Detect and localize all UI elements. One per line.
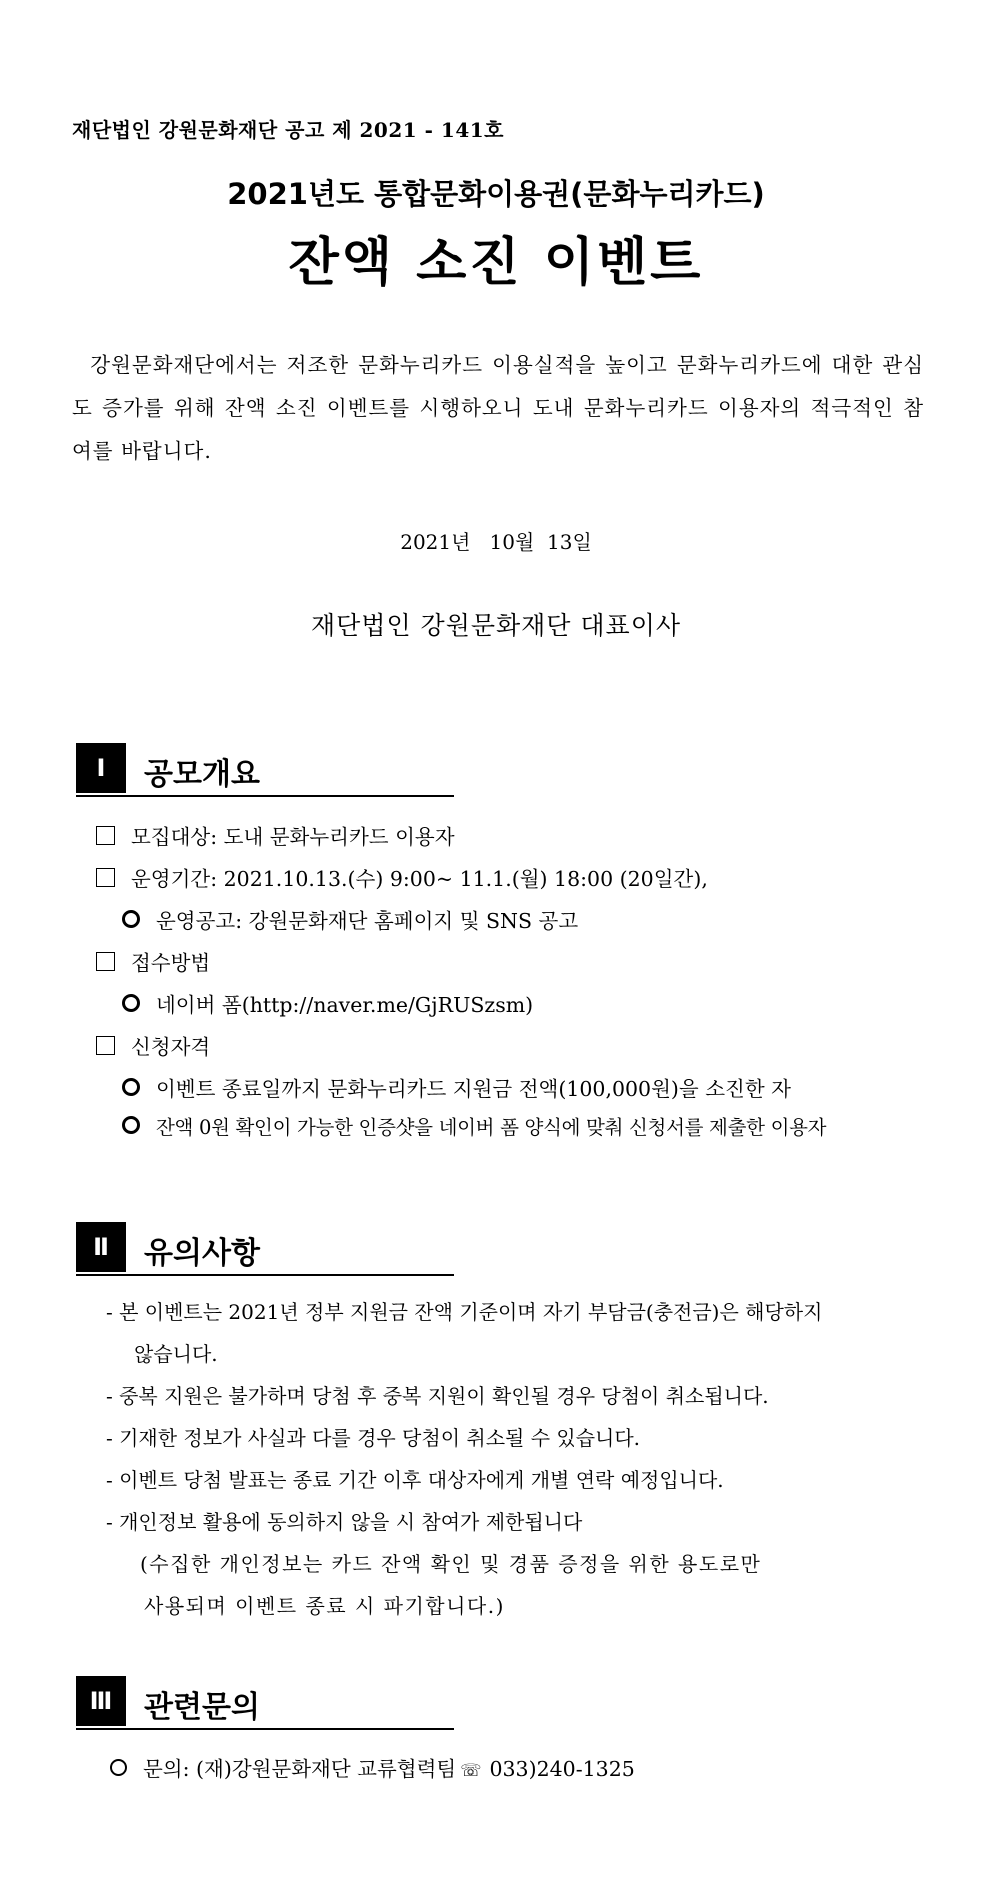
circle-bullet-icon — [122, 1078, 140, 1096]
section-3-title: 관련문의 — [144, 1690, 260, 1725]
notice-date: 2021년 10월 13일 — [400, 530, 592, 554]
list-item: - 이벤트 당첨 발표는 종료 기간 이후 대상자에게 개별 연락 예정입니다. — [106, 1468, 724, 1492]
contact-phone: 033)240-1325 — [489, 1757, 635, 1781]
checkbox-icon — [96, 826, 115, 845]
list-item: 모집대상: 도내 문화누리카드 이용자 — [96, 820, 455, 850]
list-item: 접수방법 — [96, 946, 210, 976]
checkbox-icon — [96, 1036, 115, 1055]
section-3-header — [76, 1676, 454, 1730]
circle-bullet-icon — [110, 1759, 127, 1776]
title-line-2: 잔액 소진 이벤트 — [288, 233, 704, 293]
section-3-number: Ⅲ — [76, 1676, 126, 1726]
section-1-title: 공모개요 — [144, 757, 260, 792]
intro-text: 강원문화재단에서는 저조한 문화누리카드 이용실적을 높이고 문화누리카드에 대한 관심도 증가를 위해 잔액 소진 이벤트를 시행하오니 도내 문화누리카드 이용자의 적극적인 참여를 바랍니다. — [72, 353, 924, 463]
list-item: 잔액 0원 확인이 가능한 인증샷을 네이버 폼 양식에 맞춰 신청서를 제출한 이용자 — [122, 1112, 826, 1140]
list-item: - 본 이벤트는 2021년 정부 지원금 잔액 기준이며 자기 부담금(충전금)은 해당하지 — [106, 1300, 823, 1324]
phone-icon: ☏ — [460, 1761, 482, 1781]
section-2-header — [76, 1222, 454, 1276]
circle-bullet-icon — [122, 910, 140, 928]
checkbox-icon — [96, 868, 115, 887]
contact-line: 문의: (재)강원문화재단 교류협력팀 ☏ 033)240-1325 — [110, 1752, 635, 1782]
organization-name: 재단법인 강원문화재단 대표이사 — [311, 611, 681, 640]
list-item: - 개인정보 활용에 동의하지 않을 시 참여가 제한됩니다 — [106, 1510, 583, 1534]
circle-bullet-icon — [122, 994, 140, 1012]
list-item: 운영기간: 2021.10.13.(수) 9:00~ 11.1.(월) 18:00 (20일간), — [96, 862, 708, 892]
checkbox-icon — [96, 952, 115, 971]
list-item: - 중복 지원은 불가하며 당첨 후 중복 지원이 확인될 경우 당첨이 취소됩니다. — [106, 1384, 769, 1408]
list-item: - 기재한 정보가 사실과 다를 경우 당첨이 취소될 수 있습니다. — [106, 1426, 641, 1450]
list-item: 운영공고: 강원문화재단 홈페이지 및 SNS 공고 — [122, 904, 578, 934]
list-item: 신청자격 — [96, 1030, 210, 1060]
section-2-title: 유의사항 — [144, 1236, 260, 1271]
section-1-header — [76, 743, 454, 797]
circle-bullet-icon — [122, 1116, 140, 1134]
list-item: (수집한 개인정보는 카드 잔액 확인 및 경품 증정을 위한 용도로만 — [140, 1552, 762, 1576]
notice-number: 재단법인 강원문화재단 공고 제 2021 - 141호 — [72, 118, 504, 142]
list-item: 이벤트 종료일까지 문화누리카드 지원금 전액(100,000원)을 소진한 자 — [122, 1072, 791, 1102]
list-item: 네이버 폼(http://naver.me/GjRUSzsm) — [122, 988, 533, 1018]
title-line-1: 2021년도 통합문화이용권(문화누리카드) — [227, 177, 765, 211]
intro-paragraph — [72, 344, 924, 473]
section-2-number: Ⅱ — [76, 1222, 126, 1272]
list-item: 않습니다. — [134, 1342, 218, 1366]
list-item: 사용되며 이벤트 종료 시 파기합니다.) — [144, 1594, 505, 1618]
section-1-number: Ⅰ — [76, 743, 126, 793]
